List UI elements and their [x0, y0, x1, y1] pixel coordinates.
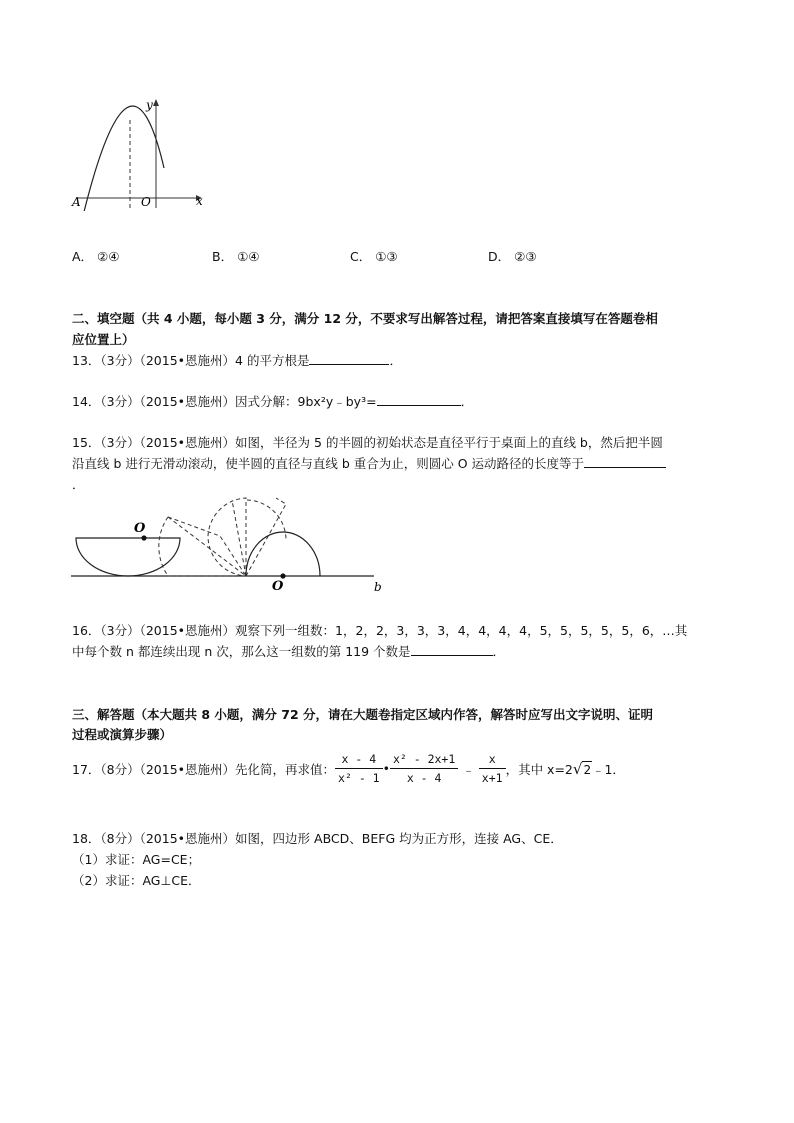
question-18-part2: （2）求证：AG⊥CE．	[72, 873, 201, 888]
q17-frac2-numerator: x² - 2x+1	[390, 752, 458, 769]
section2-heading-line1: 二、填空题（共 4 小题，每小题 3 分，满分 12 分，不要求写出解答过程，请把答案直接填写在答题卷相	[72, 311, 658, 326]
question-16-line2	[72, 642, 505, 660]
option-b-text: ①④	[237, 249, 260, 264]
q17-frac3-denominator: x+1	[481, 771, 503, 785]
option-a-text: ②④	[97, 249, 120, 264]
q14-text: 14．（3分）（2015•恩施州）因式分解：9bx²y﹣by³=	[72, 394, 377, 409]
final-semicircle	[246, 532, 320, 576]
question-15-line2	[72, 454, 666, 472]
q17-sqrt-sign: √	[572, 759, 583, 778]
dashed-position-3	[246, 500, 286, 576]
label-b: b	[374, 580, 382, 594]
rolling-semicircle-figure	[68, 490, 398, 600]
option-d	[488, 247, 537, 265]
parabola-graph	[68, 96, 208, 211]
question-16-line1: 16．（3分）（2015•恩施州）观察下列一组数：1，2，2，3，3，3，4，4，4，4，5，5，5，5，5，6，…其	[72, 623, 688, 638]
section2-heading-line2: 应位置上）	[72, 332, 135, 347]
point-a-label: A	[72, 195, 81, 209]
label-o-top: O	[134, 521, 146, 536]
q17-suffix-end: ﹣1．	[591, 761, 625, 777]
option-a-letter: A．	[72, 249, 94, 264]
q17-prefix: 17．（8分）（2015•恩施州）先化简，再求值：	[72, 761, 336, 777]
q13-end: ．	[389, 353, 402, 368]
dashed-position-1	[159, 517, 246, 576]
q16-line2-text: 中每个数 n 都连续出现 n 次，那么这一组数的第 119 个数是	[72, 644, 411, 659]
center-o-final	[280, 573, 285, 578]
initial-semicircle	[76, 538, 180, 576]
question-14	[72, 392, 473, 410]
q14-answer-blank[interactable]	[377, 393, 461, 406]
y-axis-arrow	[153, 99, 159, 106]
question-15-line3: ．	[72, 477, 85, 492]
origin-label: O	[141, 195, 151, 209]
q15-answer-blank[interactable]	[584, 455, 666, 468]
dashed-position-2	[208, 498, 246, 576]
option-d-text: ②③	[514, 249, 537, 264]
option-c-letter: C．	[350, 249, 372, 264]
y-label: y	[146, 98, 153, 112]
q17-frac1-denominator: x² - 1	[338, 771, 380, 785]
q17-frac2-denominator: x - 4	[406, 771, 442, 785]
q17-frac1-numerator: x - 4	[335, 752, 383, 769]
label-o-bottom: O	[272, 579, 284, 594]
q17-sqrt-content: 2	[583, 761, 591, 777]
q17-suffix-text: ，其中 x=2	[505, 761, 573, 777]
q13-answer-blank[interactable]	[309, 352, 389, 365]
question-18-line1: 18．（8分）（2015•恩施州）如图，四边形 ABCD、BEFG 均为正方形，连接 AG、CE．	[72, 831, 563, 846]
q13-text: 13．（3分）（2015•恩施州）4 的平方根是	[72, 353, 310, 368]
section3-heading-line1: 三、解答题（本大题共 8 小题，满分 72 分，请在大题卷指定区域内作答，解答时应写出文字说明、证明	[72, 707, 654, 722]
option-a	[72, 247, 119, 265]
q16-answer-blank[interactable]	[411, 643, 493, 656]
q15-line2-text: 沿直线 b 进行无滑动滚动，使半圆的直径与直线 b 重合为止，则圆心 O 运动路径的长度等于	[72, 456, 585, 471]
section3-heading-line2: 过程或演算步骤）	[72, 727, 173, 742]
option-b	[212, 247, 259, 265]
parabola-curve	[82, 106, 164, 211]
option-c-text: ①③	[375, 249, 398, 264]
center-o-initial	[141, 535, 146, 540]
question-18-part1: （1）求证：AG=CE；	[72, 852, 201, 867]
q14-end: ．	[460, 394, 474, 409]
option-b-letter: B．	[212, 249, 234, 264]
q17-dot: •	[382, 761, 390, 776]
option-d-letter: D．	[488, 249, 511, 264]
question-17	[72, 752, 625, 785]
option-c	[350, 247, 398, 265]
dashed-position-2b	[232, 500, 246, 576]
q17-fraction-1	[335, 752, 383, 785]
question-15-line1: 15．（3分）（2015•恩施州）如图，半径为 5 的半圆的初始状态是直径平行于桌面上的直线 b，然后把半圆	[72, 435, 663, 450]
x-label: x	[196, 194, 203, 208]
q17-fraction-3	[479, 752, 506, 785]
q17-frac3-numerator: x	[479, 752, 506, 769]
q17-fraction-2	[390, 752, 458, 785]
question-13	[72, 351, 402, 369]
q16-end: ．	[492, 644, 506, 659]
q17-minus: ﹣	[462, 761, 475, 777]
